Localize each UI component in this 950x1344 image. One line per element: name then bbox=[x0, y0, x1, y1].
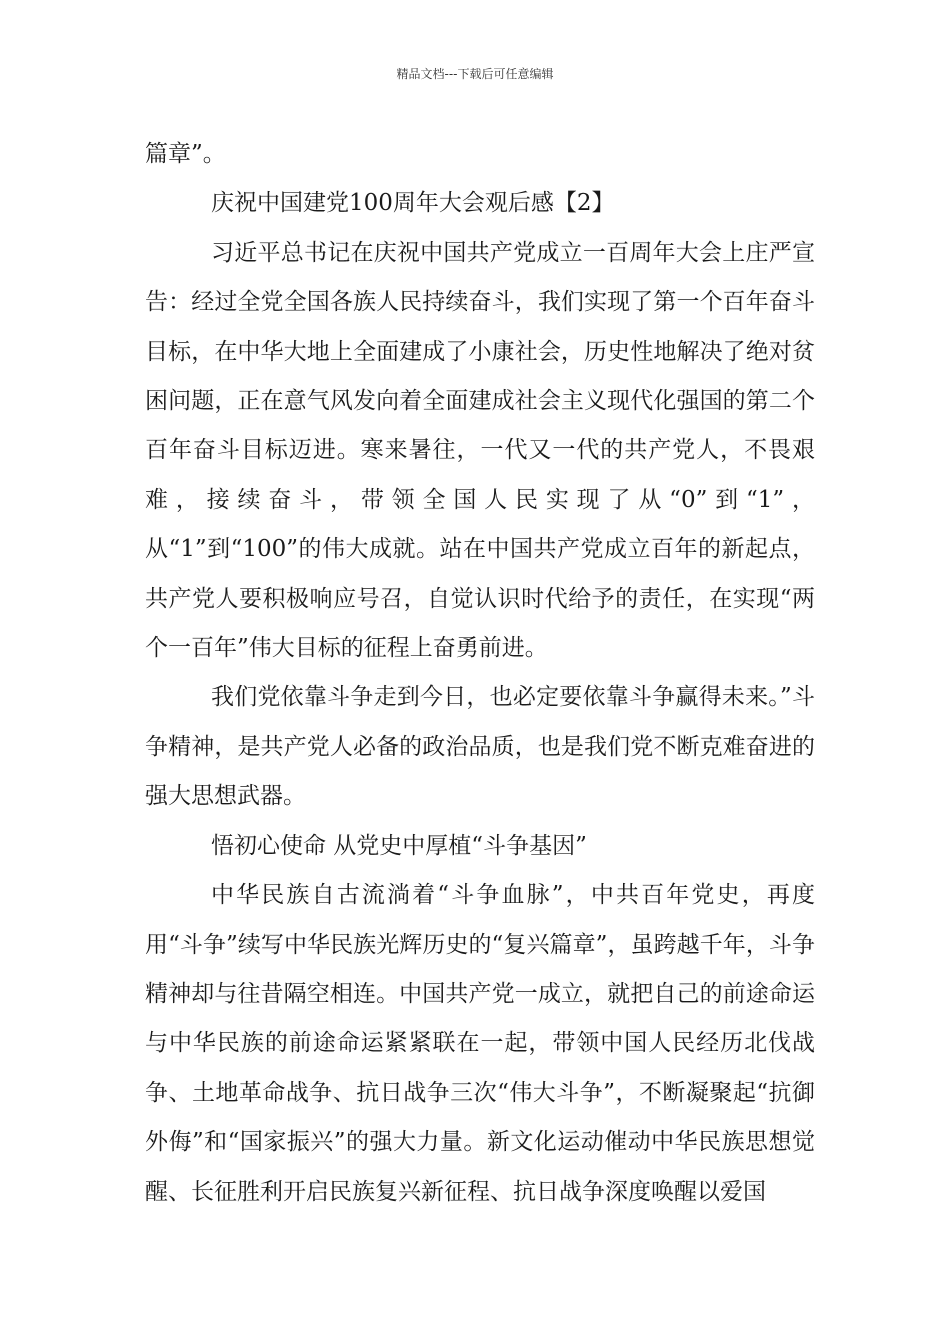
page-header: 精品文档---下载后可任意编辑 bbox=[396, 67, 554, 81]
document-body bbox=[145, 130, 815, 1217]
paragraph: 习近平总书记在庆祝中国共产党成立一百周年大会上庄严宣告：经过全党全国各族人民持续奋斗，我们实现了第一个百年奋斗目标，在中华大地上全面建成了小康社会，历史性地解决了绝对贫困问题，正在意气风发向着全面建成社会主义现代化强国的第二个百年奋斗目标迈进。寒来暑往，一代又一代的共产党人，不畏艰难，接续奋斗，带领全国人民实现了从“0”到“1”，从“1”到“100”的伟大成就。站在中国共产党成立百年的新起点，共产党人要积极响应号召，自觉认识时代给予的责任，在实现“两个一百年”伟大目标的征程上奋勇前进。 bbox=[145, 239, 815, 662]
paragraph: 我们党依靠斗争走到今日，也必定要依靠斗争赢得未来。”斗争精神，是共产党人必备的政治品质，也是我们党不断克难奋进的强大思想武器。 bbox=[145, 684, 815, 810]
section-subtitle: 悟初心使命 从党史中厚植“斗争基因” bbox=[211, 832, 587, 859]
paragraph-continuation: 篇章”。 bbox=[145, 141, 226, 167]
section-title: 庆祝中国建党100周年大会观后感【2】 bbox=[211, 190, 615, 217]
paragraph: 中华民族自古流淌着“斗争血脉”，中共百年党史，再度用“斗争”续写中华民族光辉历史的“复兴篇章”，虽跨越千年，斗争精神却与往昔隔空相连。中国共产党一成立，就把自己的前途命运与中华民族的前途命运紧紧联在一起，带领中国人民经历北伐战争、土地革命战争、抗日战争三次“伟大斗争”，不断凝聚起“抗御外侮”和“国家振兴”的强大力量。新文化运动催动中华民族思想觉醒、长征胜利开启民族复兴新征程、抗日战争深度唤醒以爱国 bbox=[145, 882, 815, 1205]
